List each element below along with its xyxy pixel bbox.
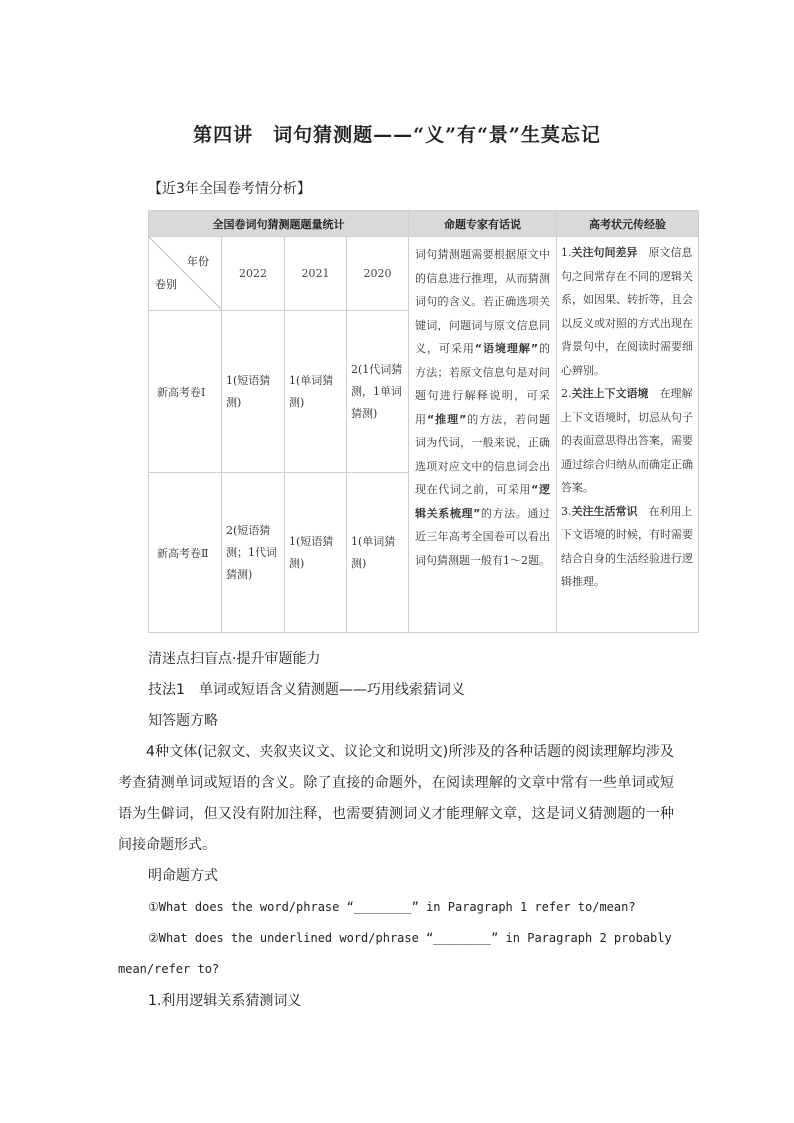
diagonal-line xyxy=(149,237,221,310)
header-expert: 命题专家有话说 xyxy=(409,211,557,237)
table-cell: 1(短语猜测) xyxy=(222,311,285,473)
table-cell: 1(单词猜测) xyxy=(347,473,409,633)
expert-text-3: 的方法，若问题词为代词，一般来说，正确选项对应文中的信息词会出现在代词之前，可采用 xyxy=(415,412,551,496)
tip-title: 关注上下文语境 xyxy=(571,387,649,400)
tip-item xyxy=(561,500,694,594)
page-title: 第四讲 词句猜测题——“义”有“景”生莫忘记 xyxy=(193,124,601,146)
year-label: 年份 xyxy=(187,255,209,268)
expert-comment xyxy=(409,237,557,633)
top-scorer-tips xyxy=(557,237,699,633)
year-2022: 2022 xyxy=(222,237,285,311)
expert-key-3: “逻辑关系梳理” xyxy=(415,483,551,520)
tip-title: 关注句间差异 xyxy=(571,246,638,259)
table-row xyxy=(149,237,699,311)
heading-technique: 技法1 单词或短语含义猜测题——巧用线索猜词义 xyxy=(148,682,465,698)
heading-question-forms: 明命题方式 xyxy=(148,868,218,884)
tip-item xyxy=(561,241,694,382)
header-tips: 高考状元传经验 xyxy=(557,211,699,237)
tip-text: 在理解上下文语境时，切忌从句子的表面意思得出答案，需要通过综合归纳从而确定正确答案。 xyxy=(561,387,693,494)
diagonal-header-cell xyxy=(149,237,222,311)
heading-logic: 1.利用逻辑关系猜测词义 xyxy=(148,993,302,1009)
section-label: 【近3年全国卷考情分析】 xyxy=(148,181,311,197)
table-header-row xyxy=(149,211,699,237)
year-2021: 2021 xyxy=(285,237,347,311)
row-label: 新高考卷Ⅰ xyxy=(149,311,222,473)
paper-label: 卷别 xyxy=(155,278,177,291)
table-cell: 2(短语猜测；1代词猜测) xyxy=(222,473,285,633)
table-cell: 2(1代词猜测，1单词猜测) xyxy=(347,311,409,473)
question-form-1: ①What does the word/phrase “________” in Paragraph 1 refer to/mean? xyxy=(148,900,636,914)
expert-text-1: 词句猜测题需要根据原文中的信息进行推理，从而猜测词句的含义。若正确选项关键词，问题词与原文信息同义，可采用 xyxy=(415,248,550,355)
tip-num: 1. xyxy=(561,246,572,259)
tip-text: 原文信息句之间常存在不同的逻辑关系，如因果、转折等，且会以反义或对照的方式出现在背景句中，在阅读时需要细心辨别。 xyxy=(561,246,693,377)
expert-text-2: 的方法；若原文信息句是对问题句进行解释说明，可采用 xyxy=(415,342,551,426)
exam-analysis-table xyxy=(148,210,699,633)
tip-num: 3. xyxy=(561,504,572,518)
row-label: 新高考卷Ⅱ xyxy=(149,473,222,633)
tip-text: 在利用上下文语境的时候，有时需要结合自身的生活经验进行逻辑推理。 xyxy=(561,504,693,588)
expert-key-1: “语境理解” xyxy=(474,342,539,355)
question-form-2-cont: mean/refer to? xyxy=(118,962,220,976)
intro-paragraph: 4种文体(记叙文、夹叙夹议文、议论文和说明文)所涉及的各种话题的阅读理解均涉及考查猜测单词或短语的含义。除了直接的命题外，在阅读理解的文章中常有一些单词或短语为生僻词，但又没有附加注释，也需要猜测词义才能理解文章，这是词义猜测题的一种间接命题形式。 xyxy=(118,744,674,853)
tip-title: 关注生活常识 xyxy=(571,504,638,518)
table-cell: 1(短语猜测) xyxy=(285,473,347,633)
header-stats: 全国卷词句猜测题题量统计 xyxy=(149,211,409,237)
question-form-2: ②What does the underlined word/phrase “________” in Paragraph 2 probably xyxy=(148,931,672,945)
heading-strategy: 清迷点扫盲点·提升审题能力 xyxy=(148,651,321,667)
tip-item xyxy=(561,382,694,500)
expert-key-2: “推理” xyxy=(426,412,467,426)
table-cell: 1(单词猜测) xyxy=(285,311,347,473)
year-2020: 2020 xyxy=(347,237,409,311)
tip-num: 2. xyxy=(561,387,572,400)
expert-text-4: 的方法。通过近三年高考全国卷可以看出词句猜测题一般有1～2题。 xyxy=(415,506,551,567)
heading-method: 知答题方略 xyxy=(148,713,218,729)
